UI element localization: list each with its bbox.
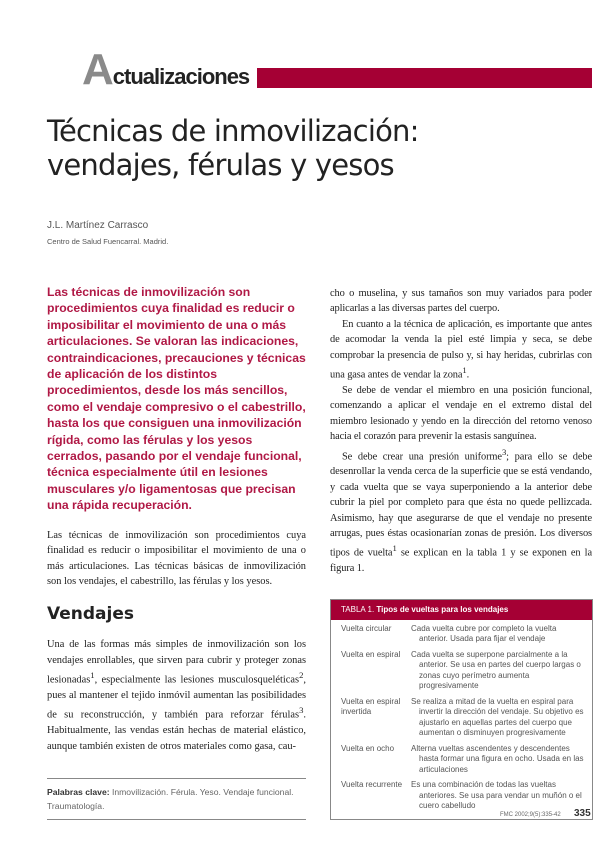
paragraph: cho o muselina, y sus tamaños son muy variados para poder aplicarlas a las diversas partes del cuerpo. [330,288,592,315]
text: Se debe crear una presión uniforme [342,451,502,462]
citation: 1 [90,670,95,681]
citation: 2 [299,670,304,681]
keywords-label: Palabras clave: [47,787,110,798]
keywords [47,785,309,813]
text: , pues al mantener el tejido inmóvil aumentan las posibilidades de su reconstrucción, y también para reforzar férulas [47,674,306,721]
text: ; para ello se debe desenrollar la venda cerca de la superficie que se está vendando, y cada vuelta que se vaya superponiendo a la anterior debe cubrir la piel por completo para que ésta no quede pellizcada. Asimismo, hay que asegurarse de que el vendaje no presente arrugas, pues éstas ocasionarían zonas de presión. Los diversos tipos de vuelta [330,451,593,559]
vuelta-type: Vuelta en espiral invertida [341,696,401,717]
intro-text: Las técnicas de inmovilización son procedimientos cuya finalidad es reducir o imposibilitar el movimiento de una o más articulaciones. Las técnicas básicas de inmovilización son los vendajes, el cabestrillo, las férulas y los yesos. [47,529,306,587]
vuelta-description: Alterna vueltas ascendentes y descendentes hasta formar una figura en ocho. Usada en las articulaciones [411,743,584,774]
text: , especialmente las lesiones musculosqueléticas [94,674,300,686]
table-body [331,620,592,813]
paragraph: Se debe de vendar el miembro en una posición funcional, comenzando a aplicar el vendaje en el extremo distal del miembro lesionado y yendo en la dirección del retorno venoso hacia el corazón para prevenir la estasis sanguínea. [330,384,592,443]
text: . [466,369,470,381]
paragraph [330,445,592,577]
text: se explican en la tabla 1 y se exponen en la figura 1. [330,547,592,575]
page-number: 335 [574,808,591,819]
table-row [331,693,592,740]
section-initial: A [82,45,113,94]
citation: 3 [501,446,507,457]
table-label: TABLA 1. [341,604,375,614]
text: . Habitualmente, las vendas están hechas de material elástico, aunque también existen de otros materiales como gasa, cau- [47,709,306,752]
paragraph [330,317,592,383]
right-column [330,286,592,577]
right-column-wrapper [330,286,592,820]
intro-paragraph [47,528,306,590]
vuelta-type: Vuelta recurrente [341,780,403,790]
vuelta-description: Se realiza a mitad de la vuelta en espiral para invertir la dirección del vendaje. Su objetivo es ajustarlo en aquellas partes del cuerpo que aumentan o disminuyen progresivamente [411,696,584,738]
citation: 3 [299,705,304,716]
affiliation: Centro de Salud Fuencarral. Madrid. [47,237,169,246]
divider [47,819,306,820]
table-title: Tipos de vueltas para los vendajes [374,604,509,614]
abstract: Las técnicas de inmovilización son procedimientos cuya finalidad es reducir o imposibilitar el movimiento de una o más articulaciones. Se valoran las indicaciones, contraindicaciones, precauciones y técnicas de aplicación de los distintos procedimientos, desde los más sencillos, como el vendaje compresivo o el cabestrillo, hasta los que consiguen una inmovilización rígida, como las férulas y los yesos cerrados, pasando por el vendaje funcional, técnica especialmente útil en lesiones musculares y/o ligamentosas que precisan una rápida recuperación. [47,285,306,513]
text: Una de las formas más simples de inmovilización son los vendajes enrollables, que sirven para cubrir y proteger zonas lesionadas [47,639,306,686]
table-1 [330,599,593,820]
table-row [331,646,592,693]
keywords-text: Inmovilización. Férula. Yeso. Vendaje funcional. Traumatología. [47,787,294,812]
author: J.L. Martínez Carrasco [47,220,149,231]
vuelta-description: Es una combinación de todas las vueltas anteriores. Se usa para vendar un muñón o el cuero cabelludo [411,780,582,811]
vuelta-description: Cada vuelta cubre por completo la vuelta anterior. Usada para fijar el vendaje [411,623,557,644]
table-row [331,740,592,777]
table-row [331,620,592,646]
section-label: ctualizaciones [112,64,250,89]
vuelta-type: Vuelta en ocho [341,743,395,753]
citation-reference: FMC 2002;9(5):335-42 [500,812,561,818]
table-caption [331,600,592,620]
citation: 1 [392,543,397,554]
left-column [47,284,309,820]
divider [47,778,306,779]
article-title [47,114,419,182]
vendajes-paragraph [47,637,306,754]
vuelta-type: Vuelta en espiral [341,649,401,659]
section-header [82,40,592,92]
vuelta-type: Vuelta circular [341,623,392,633]
section-bar [257,68,592,88]
vuelta-description: Cada vuelta se superpone parcialmente a la anterior. Se usa en partes del cuerpo largas o zonas cuyo perímetro aumenta progresivamente [411,649,581,691]
section-heading-vendajes: Vendajes [47,604,134,625]
table-row [331,776,592,813]
title-line-2: vendajes, férulas y yesos [47,148,394,182]
title-line-1: Técnicas de inmovilización: [47,114,419,148]
citation: 1 [462,365,467,376]
text: En cuanto a la técnica de aplicación, es importante que antes de acomodar la venda la piel esté limpia y seca, se debe comprobar la presencia de pulso y, si hay heridas, cubrirlas con una gasa antes de vendar la zona [330,318,592,381]
